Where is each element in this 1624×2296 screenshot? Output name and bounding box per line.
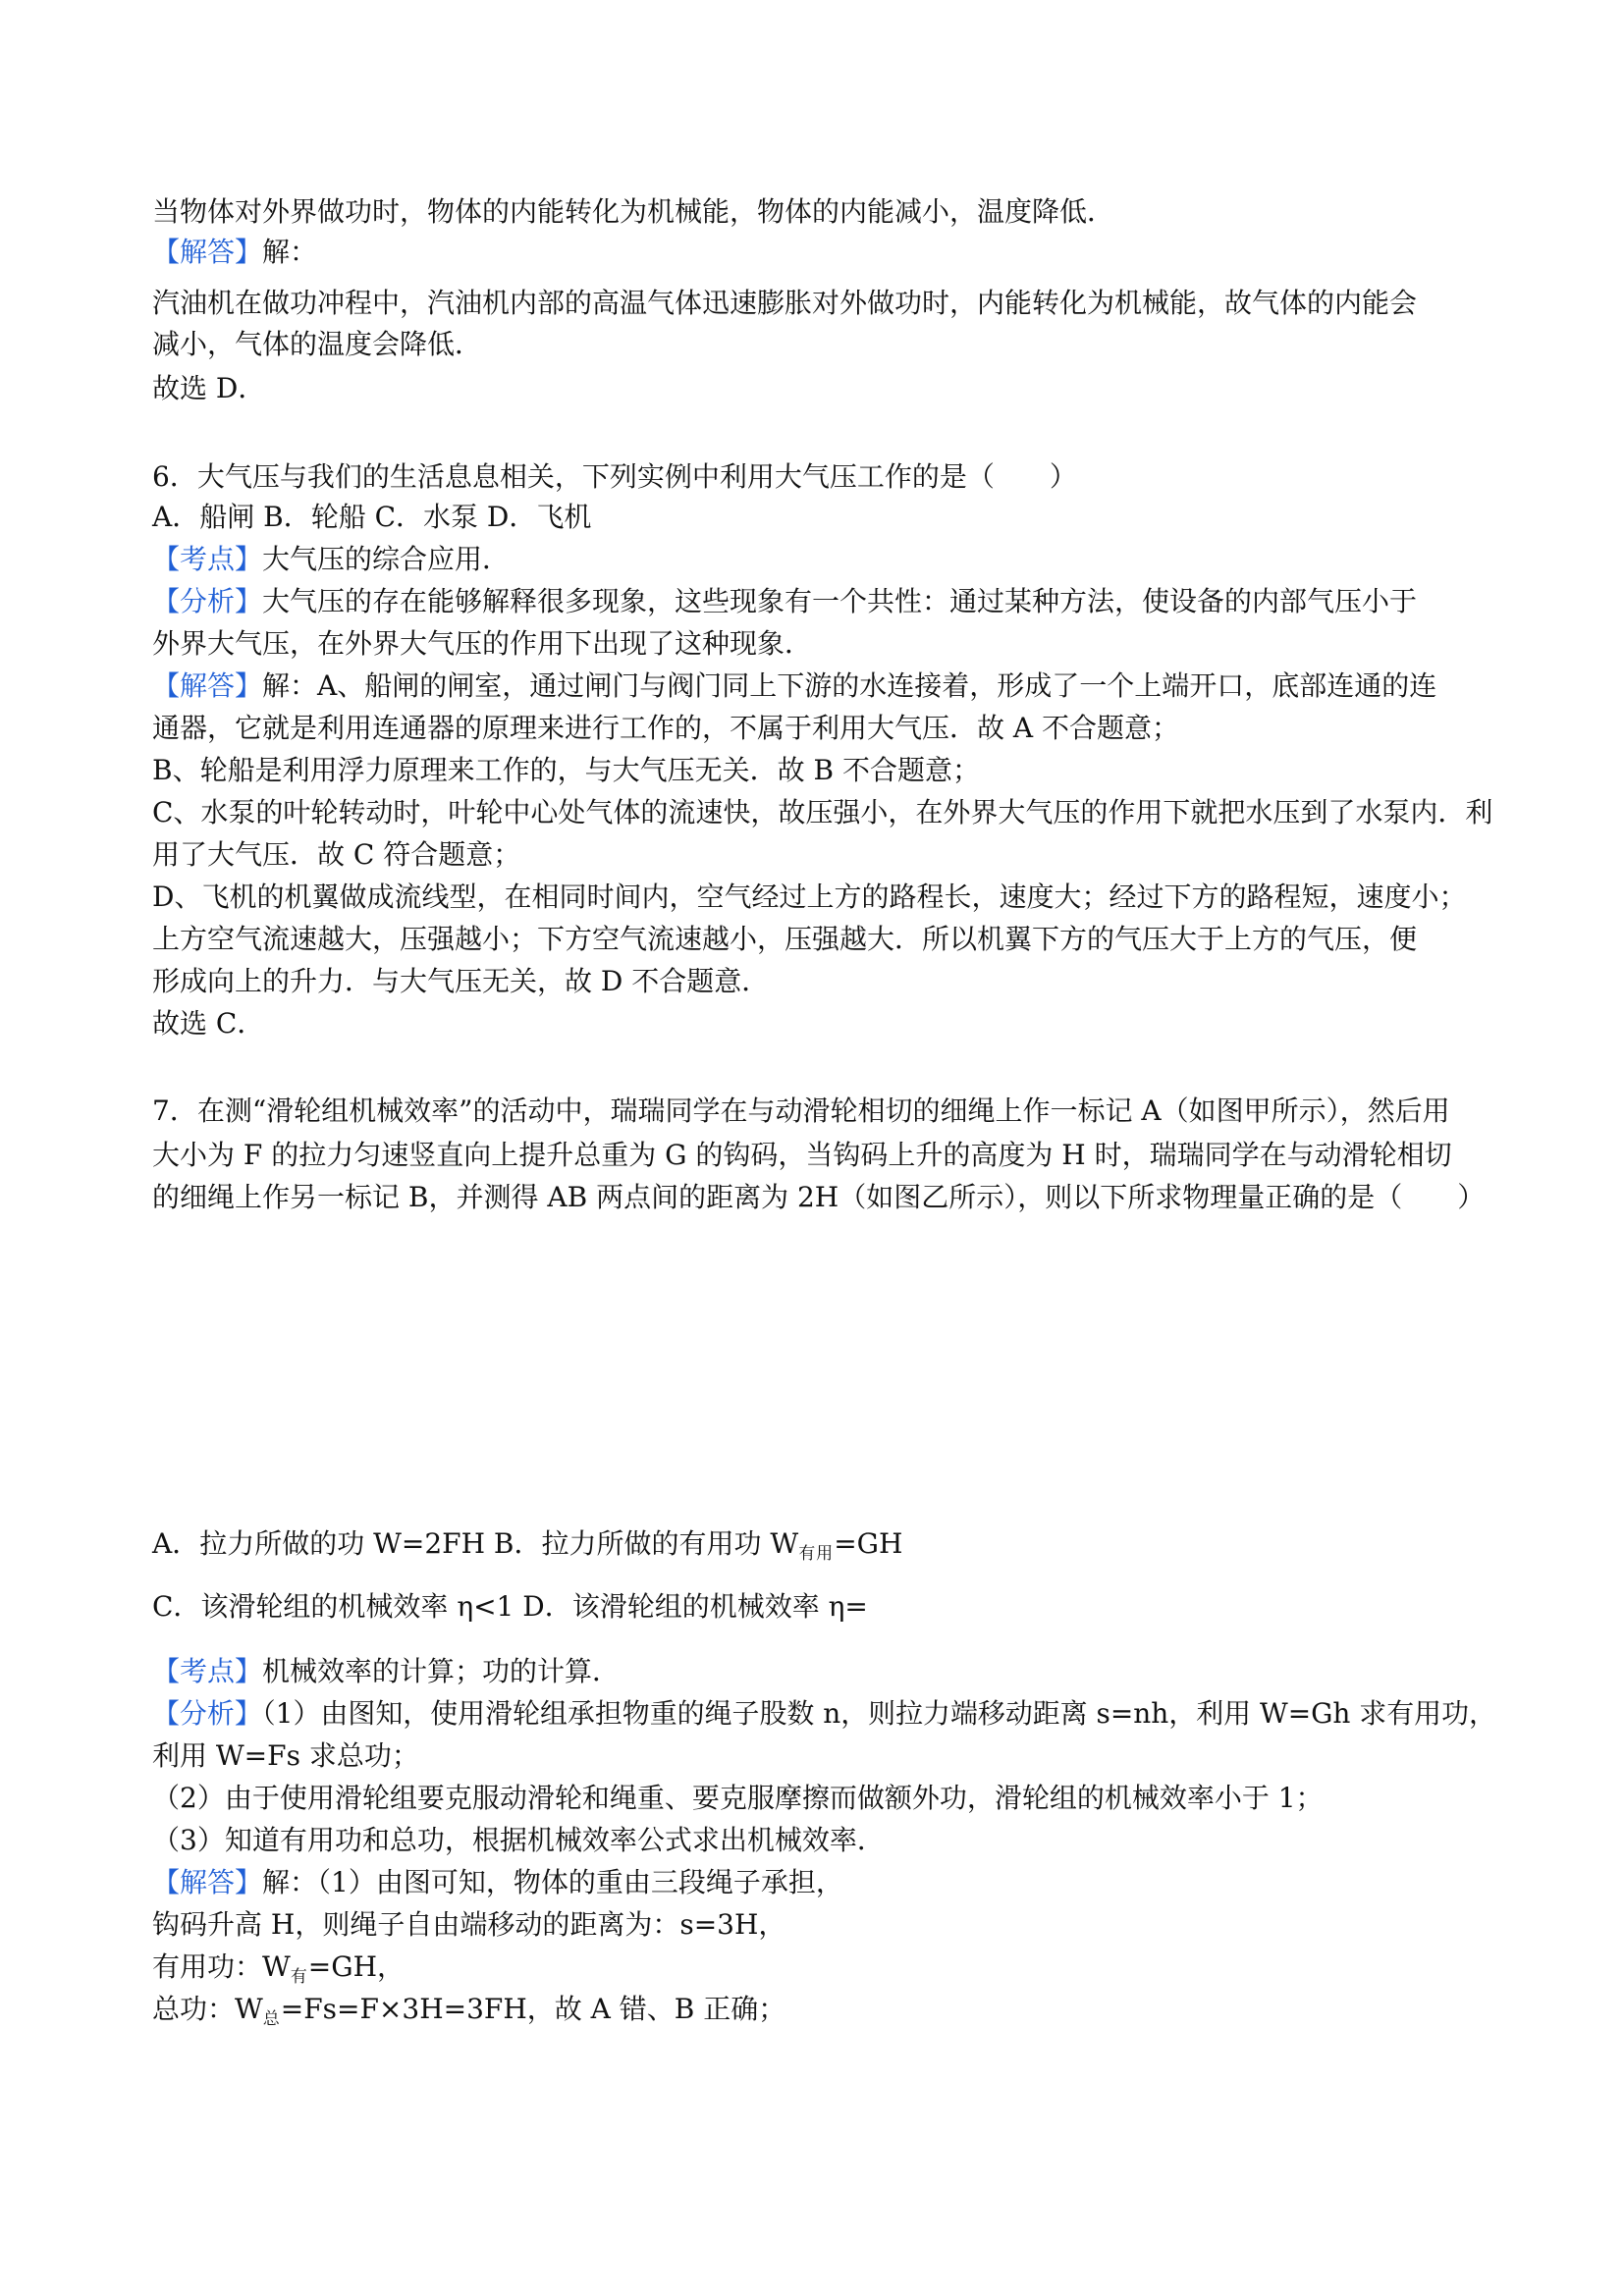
text-line: 钩码升高 H，则绳子自由端移动的距离为：s=3H， [152, 1908, 786, 1941]
text-line: C、水泵的叶轮转动时，叶轮中心处气体的流速快，故压强小，在外界大气压的作用下就把水压到了水泵内．利 [152, 796, 1493, 828]
text-line: （3）知道有用功和总功，根据机械效率公式求出机械效率． [152, 1824, 885, 1856]
text-line: 上方空气流速越大，压强越小；下方空气流速越小，压强越大．所以机翼下方的气压大于上方的气压，便 [152, 923, 1418, 955]
kaodian-line: 【考点】机械效率的计算；功的计算． [152, 1655, 621, 1687]
answer-tag: 【解答】 [152, 236, 263, 268]
text-line: 减小，气体的温度会降低． [152, 328, 483, 360]
text-line: （2）由于使用滑轮组要克服动滑轮和绳重、要克服摩擦而做额外功，滑轮组的机械效率小于 1； [152, 1782, 1324, 1814]
question-7-stem: 7．在测“滑轮组机械效率”的活动中，瑞瑞同学在与动滑轮相切的细绳上作一标记 A（如图甲所示），然后用 [152, 1095, 1450, 1127]
text-line: 总功：$W_总=Fs=F\times 3H=3FH$，故 A 错、B 正确； [152, 1993, 786, 2029]
analysis-line: 【分析】大气压的存在能够解释很多现象，这些现象有一个共性：通过某种方法，使设备的内部气压小于 [152, 585, 1418, 617]
text-line: 有用功：$W_有=GH$， [152, 1950, 406, 1987]
analysis-line: 【分析】（1）由图知，使用滑轮组承担物重的绳子股数 n，则拉力端移动距离 s=nh，利用 W=Gh 求有用功， [152, 1697, 1496, 1730]
question-6-stem: 6．大气压与我们的生活息息相关，下列实例中利用大气压工作的是（ ） [152, 460, 1077, 493]
text-line: 利用 W=Fs 求总功； [152, 1739, 419, 1772]
text-line: 故选 D． [152, 372, 266, 404]
kaodian-line: 【考点】大气压的综合应用． [152, 543, 511, 575]
text-line: 外界大气压，在外界大气压的作用下出现了这种现象． [152, 627, 813, 660]
text-line: 通器，它就是利用连通器的原理来进行工作的，不属于利用大气压．故 A 不合题意； [152, 712, 1180, 744]
text-line: B、轮船是利用浮力原理来工作的，与大气压无关．故 B 不合题意； [152, 754, 980, 786]
text-line: 大小为 F 的拉力匀速竖直向上提升总重为 G 的钩码，当钩码上升的高度为 H 时，瑞瑞同学在与动滑轮相切 [152, 1139, 1452, 1171]
question-6-options: A．船闸 B．轮船 C．水泵 D．飞机 [152, 501, 592, 533]
analysis-tag: 【分析】 [152, 585, 263, 617]
answer-line: 【解答】解：（1）由图可知，物体的重由三段绳子承担， [152, 1866, 843, 1898]
kaodian-tag: 【考点】 [152, 543, 263, 575]
answer-line: 【解答】解： [152, 236, 318, 268]
text-line: 形成向上的升力．与大气压无关，故 D 不合题意． [152, 965, 770, 997]
kaodian-tag: 【考点】 [152, 1655, 263, 1687]
text-line: D、飞机的机翼做成流线型，在相同时间内，空气经过上方的路程长，速度大；经过下方的路程短，速度小； [152, 881, 1467, 913]
answer-tag: 【解答】 [152, 669, 263, 702]
analysis-tag: 【分析】 [152, 1697, 262, 1730]
answer-line: 【解答】解：A、船闸的闸室，通过闸门与阀门同上下游的水连接着，形成了一个上端开口，底部连通的连 [152, 669, 1437, 702]
text-line: 故选 C． [152, 1007, 265, 1040]
text-line: 的细绳上作另一标记 B，并测得 AB 两点间的距离为 2H（如图乙所示），则以下所求物理量正确的是（ ） [152, 1181, 1486, 1213]
question-7-options-cd: C．该滑轮组的机械效率 η<1 D．该滑轮组的机械效率 η= [152, 1590, 868, 1623]
text-line: 用了大气压．故 C 符合题意； [152, 838, 521, 871]
text-line: 汽油机在做功冲程中，汽油机内部的高温气体迅速膨胀对外做功时，内能转化为机械能，故气体的内能会 [152, 287, 1418, 319]
text-line: 当物体对外界做功时，物体的内能转化为机械能，物体的内能减小，温度降低． [152, 195, 1115, 228]
answer-tag: 【解答】 [152, 1866, 263, 1898]
question-7-options-ab: A．拉力所做的功 W=2FH B．拉力所做的有用功 $W_{有用}=GH$ [152, 1527, 903, 1564]
